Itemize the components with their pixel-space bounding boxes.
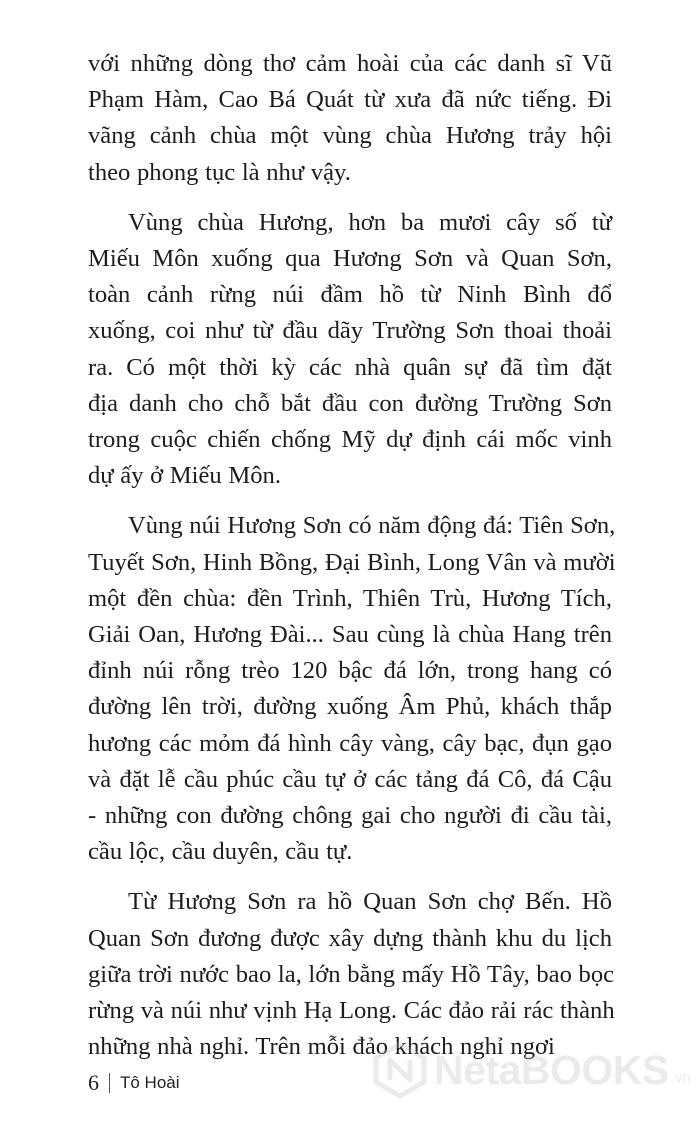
text-line: dự ấy ở Miếu Môn.	[88, 462, 281, 490]
text-line: Giải Oan, Hương Đài... Sau cùng là chùa Hang trên	[88, 621, 612, 649]
text-line: giữa trời nước bao la, lớn bằng mấy Hồ Tây, bao bọc	[88, 960, 615, 988]
text-line: Vùng núi Hương Sơn có năm động đá: Tiên Sơn,	[128, 512, 616, 540]
text-line: một đền chùa: đền Trình, Thiên Trù, Hương Tích,	[88, 584, 612, 612]
text-line: với những dòng thơ cảm hoài của các danh sĩ Vũ	[88, 50, 612, 77]
text-line: Vùng chùa Hương, hơn ba mươi cây số từ	[128, 208, 612, 236]
text-line: cầu lộc, cầu duyên, cầu tự.	[88, 838, 353, 866]
neta-logo-icon	[372, 1042, 428, 1098]
text-line: và đặt lễ cầu phúc cầu tự ở các tảng đá Cô, đá Cậu	[88, 765, 612, 793]
text-line: những nhà nghỉ. Trên mỗi đảo khách nghỉ ngơi	[88, 1033, 555, 1061]
paragraph	[88, 46, 612, 191]
text-line: theo phong tục là như vậy.	[88, 158, 351, 186]
text-line: toàn cảnh rừng núi đầm hồ từ Ninh Bình đổ	[88, 281, 612, 309]
text-line: ra. Có một thời kỳ các nhà quân sự đã tìm đặt	[88, 353, 612, 381]
text-line: Phạm Hàm, Cao Bá Quát từ xưa đã nức tiếng. Đi	[88, 86, 612, 114]
page-body	[88, 46, 616, 1079]
text-line: xuống, coi như từ đầu dãy Trường Sơn thoai thoải	[88, 317, 612, 345]
footer-divider	[109, 1073, 110, 1093]
text-line: Tuyết Sơn, Hinh Bồng, Đại Bình, Long Vân và mười	[88, 548, 616, 576]
text-line: Từ Hương Sơn ra hồ Quan Sơn chợ Bến. Hồ	[128, 888, 612, 916]
text-line: địa danh cho chỗ bắt đầu con đường Trường Sơn	[88, 389, 612, 417]
text-line: Miếu Môn xuống qua Hương Sơn và Quan Sơn,	[88, 245, 612, 273]
watermark	[372, 1042, 691, 1098]
paragraph	[88, 884, 615, 1065]
page-number: 6	[88, 1070, 99, 1095]
text-line: hương các mỏm đá hình cây vàng, cây bạc, đụn gạo	[88, 729, 612, 757]
paragraph	[88, 205, 612, 495]
text-line: trong cuộc chiến chống Mỹ dự định cái mốc vinh	[88, 426, 612, 454]
paragraph	[88, 508, 616, 870]
watermark-suffix: .vn	[670, 1068, 691, 1086]
footer-author: Tô Hoài	[120, 1073, 180, 1092]
text-line: vãng cảnh chùa một vùng chùa Hương trảy hội	[88, 122, 612, 150]
text-line: đường lên trời, đường xuống Âm Phủ, khách thắp	[88, 693, 612, 721]
text-line: - những con đường chông gai cho người đi cầu tài,	[88, 802, 612, 830]
page-footer	[88, 1070, 180, 1096]
text-line: đỉnh núi rỗng trèo 120 bậc đá lớn, trong hang có	[88, 657, 612, 685]
text-line: rừng và núi như vịnh Hạ Long. Các đảo rải rác thành	[88, 997, 615, 1025]
text-line: Quan Sơn đương được xây dựng thành khu du lịch	[88, 924, 612, 952]
watermark-text: NetaBOOKS	[434, 1046, 669, 1093]
